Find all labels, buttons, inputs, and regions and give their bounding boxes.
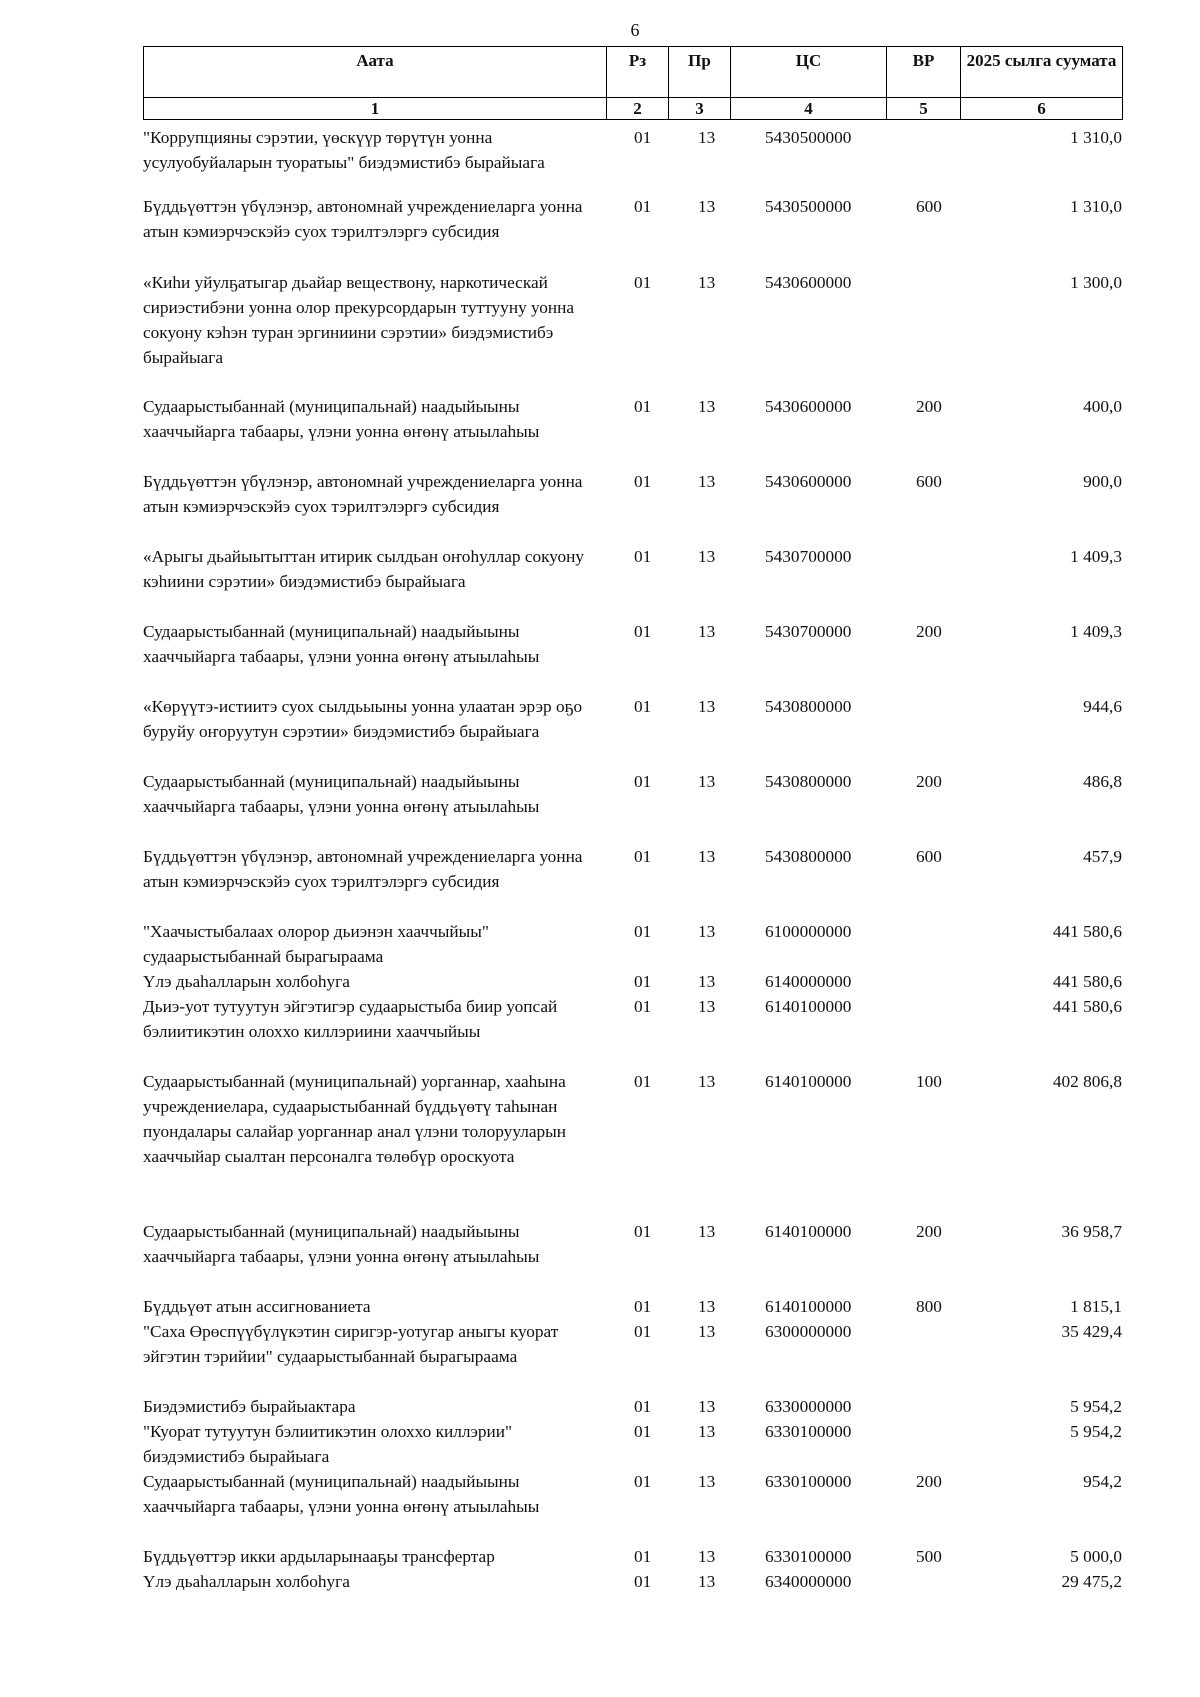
row-pr: 13 [698,1297,716,1316]
row-vr: 600 [916,197,942,216]
row-vr: 200 [916,397,942,416]
row-rz: 01 [634,972,652,991]
row-cs: 5430700000 [765,547,852,566]
table-body [143,125,1122,1594]
row-cs: 5430800000 [765,772,852,791]
row-vr: 200 [916,622,942,641]
row-rz: 01 [634,1397,652,1416]
row-name: «Арыгы дьайыытыттан итирик сылдьан оҥоһуллар сокуону кэһиини сэрэтии» биэдэмистибэ бырайыага [143,547,585,591]
row-amount: 29 475,2 [1061,1572,1122,1591]
row-pr: 13 [698,697,716,716]
header-amount: 2025 сылга суумата [961,47,1123,98]
row-vr: 200 [916,1472,942,1491]
header-num-4: 4 [731,98,887,120]
row-rz: 01 [634,128,652,147]
row-amount: 441 580,6 [1052,997,1122,1016]
row-pr: 13 [698,1322,716,1341]
row-rz: 01 [634,1297,652,1316]
row-pr: 13 [698,1572,716,1591]
row-name: Биэдэмистибэ бырайыактара [143,1397,356,1416]
row-pr: 13 [698,547,716,566]
row-amount: 1 310,0 [1070,128,1122,147]
row-cs: 5430700000 [765,622,852,641]
row-cs: 6140100000 [765,1222,852,1241]
row-cs: 6140000000 [765,972,852,991]
row-pr: 13 [698,397,716,416]
row-amount: 1 300,0 [1070,273,1122,292]
row-amount: 36 958,7 [1061,1222,1122,1241]
row-vr: 600 [916,847,942,866]
row-pr: 13 [698,1547,716,1566]
row-amount: 457,9 [1083,847,1122,866]
row-rz: 01 [634,273,652,292]
header-num-6: 6 [961,98,1123,120]
row-cs: 5430600000 [765,273,852,292]
table-row [143,1069,1122,1219]
header-rz: Рз [607,47,669,98]
row-vr: 800 [916,1297,942,1316]
row-name: Судаарыстыбаннай (муниципальнай) наадыйыыны хааччыйарга табаары, үлэни уонна өҥөнү атыылаһыы [143,1222,540,1266]
table-row [143,1469,1122,1544]
header-name: Аата [144,47,607,98]
row-name: Бүддьүөттэн үбүлэнэр, автономнай учреждениеларга уонна атын кэмиэрчэскэйэ суох тэрилтэлэргэ субсидия [143,472,583,516]
table-header [143,46,1123,120]
row-rz: 01 [634,772,652,791]
row-amount: 944,6 [1083,697,1122,716]
row-name: Бүддьүөт атын ассигнованиета [143,1297,371,1316]
row-name: Бүддьүөттэр икки ардыларынааҕы трансфертар [143,1547,495,1566]
row-amount: 5 000,0 [1070,1547,1122,1566]
table-row [143,125,1122,194]
table-row [143,619,1122,694]
page-number: 6 [630,20,640,40]
header-vr: ВР [887,47,961,98]
table-row [143,844,1122,919]
row-vr: 600 [916,472,942,491]
row-rz: 01 [634,397,652,416]
row-vr: 500 [916,1547,942,1566]
row-pr: 13 [698,1222,716,1241]
table-row [143,969,1122,994]
row-name: Судаарыстыбаннай (муниципальнай) наадыйыыны хааччыйарга табаары, үлэни уонна өҥөнү атыылаһыы [143,622,540,666]
row-cs: 6330100000 [765,1547,852,1566]
table-row [143,694,1122,769]
row-amount: 954,2 [1083,1472,1122,1491]
row-name: "Коррупцияны сэрэтии, үөскүүр төрүтүн уонна усулуобуйаларын туоратыы" биэдэмистибэ бырайыага [143,128,545,172]
table-row [143,1294,1122,1319]
row-name: Судаарыстыбаннай (муниципальнай) наадыйыыны хааччыйарга табаары, үлэни уонна өҥөнү атыылаһыы [143,1472,540,1516]
row-rz: 01 [634,1547,652,1566]
row-name: Бүддьүөттэн үбүлэнэр, автономнай учреждениеларга уонна атын кэмиэрчэскэйэ суох тэрилтэлэргэ субсидия [143,847,583,891]
row-amount: 35 429,4 [1061,1322,1122,1341]
table-row [143,919,1122,969]
table-row [143,1419,1122,1469]
row-rz: 01 [634,1072,652,1091]
row-cs: 6300000000 [765,1322,852,1341]
table-row [143,769,1122,844]
header-pr: Пр [669,47,731,98]
row-rz: 01 [634,1472,652,1491]
row-pr: 13 [698,847,716,866]
row-name: Судаарыстыбаннай (муниципальнай) уорганнар, хааһына учреждениелара, судаарыстыбаннай бүддьүөтү таһынан пуондалары салайар уорганнар анал үлэни толорууларын хааччыйар сыалтан персоналга төлөбүр ороскуота [143,1072,566,1166]
table-row [143,469,1122,544]
row-pr: 13 [698,922,716,941]
row-name: Дьиэ-уот тутуутун эйгэтигэр судаарыстыба биир уопсай бэлиитикэтин олоххо киллэриини хааччыйыы [143,997,558,1041]
row-pr: 13 [698,1422,716,1441]
row-name: Үлэ дьаһалларын холбоһуга [143,1572,350,1591]
row-amount: 5 954,2 [1070,1397,1122,1416]
row-amount: 486,8 [1083,772,1122,791]
row-amount: 1 310,0 [1070,197,1122,216]
row-pr: 13 [698,472,716,491]
row-rz: 01 [634,1572,652,1591]
row-pr: 13 [698,772,716,791]
row-name: "Саха Өрөспүүбүлүкэтин сиригэр-уотугар аныгы куорат эйгэтин тэрийии" судаарыстыбаннай бырагыраама [143,1322,559,1366]
row-vr: 200 [916,1222,942,1241]
row-pr: 13 [698,622,716,641]
row-cs: 6140100000 [765,1297,852,1316]
row-rz: 01 [634,1222,652,1241]
row-amount: 900,0 [1083,472,1122,491]
row-name: «Киһи уйулҕатыгар дьайар веществону, наркотическай сириэстибэни уонна олор прекурсордарын туттууну уонна сокуону кэһэн туран эргиниини сэрэтии» биэдэмистибэ бырайыага [143,273,575,367]
row-pr: 13 [698,273,716,292]
row-rz: 01 [634,922,652,941]
row-rz: 01 [634,1422,652,1441]
row-rz: 01 [634,197,652,216]
header-num-5: 5 [887,98,961,120]
row-pr: 13 [698,972,716,991]
row-amount: 5 954,2 [1070,1422,1122,1441]
row-amount: 441 580,6 [1052,922,1122,941]
row-amount: 441 580,6 [1052,972,1122,991]
row-pr: 13 [698,1472,716,1491]
row-name: "Хаачыстыбалаах олорор дьиэнэн хааччыйыы" судаарыстыбаннай бырагыраама [143,922,489,966]
row-name: "Куорат тутуутун бэлиитикэтин олоххо киллэрии" биэдэмистибэ бырайыага [143,1422,513,1466]
row-rz: 01 [634,472,652,491]
row-pr: 13 [698,128,716,147]
row-amount: 400,0 [1083,397,1122,416]
row-name: Судаарыстыбаннай (муниципальнай) наадыйыыны хааччыйарга табаары, үлэни уонна өҥөнү атыылаһыы [143,772,540,816]
row-cs: 5430500000 [765,197,852,216]
row-vr: 200 [916,772,942,791]
row-cs: 6330000000 [765,1397,852,1416]
table-row [143,1394,1122,1419]
row-cs: 6140100000 [765,997,852,1016]
row-amount: 402 806,8 [1052,1072,1122,1091]
header-num-2: 2 [607,98,669,120]
row-name: «Көрүүтэ-истиитэ суох сылдьыыны уонна улаатан эрэр оҕо буруйу оҥоруутун сэрэтии» биэдэмистибэ бырайыага [143,697,583,741]
row-rz: 01 [634,622,652,641]
row-cs: 5430600000 [765,397,852,416]
table-row [143,1319,1122,1394]
table-row [143,270,1122,394]
table-row [143,1219,1122,1294]
row-name: Бүддьүөттэн үбүлэнэр, автономнай учреждениеларга уонна атын кэмиэрчэскэйэ суох тэрилтэлэргэ субсидия [143,197,583,241]
table-row [143,1569,1122,1594]
row-cs: 6140100000 [765,1072,852,1091]
header-cs: ЦС [731,47,887,98]
header-num-3: 3 [669,98,731,120]
row-amount: 1 815,1 [1070,1297,1122,1316]
header-num-1: 1 [144,98,607,120]
row-rz: 01 [634,547,652,566]
row-vr: 100 [916,1072,942,1091]
row-pr: 13 [698,197,716,216]
row-rz: 01 [634,697,652,716]
row-pr: 13 [698,997,716,1016]
row-name: Үлэ дьаһалларын холбоһуга [143,972,350,991]
table-row [143,1544,1122,1569]
table-row [143,994,1122,1069]
row-rz: 01 [634,997,652,1016]
row-amount: 1 409,3 [1070,547,1122,566]
table-row [143,194,1122,270]
row-cs: 5430600000 [765,472,852,491]
table-row [143,394,1122,469]
row-cs: 6330100000 [765,1472,852,1491]
row-cs: 5430800000 [765,697,852,716]
row-cs: 6330100000 [765,1422,852,1441]
row-amount: 1 409,3 [1070,622,1122,641]
row-rz: 01 [634,847,652,866]
row-cs: 6100000000 [765,922,852,941]
row-pr: 13 [698,1072,716,1091]
row-pr: 13 [698,1397,716,1416]
row-cs: 5430500000 [765,128,852,147]
row-rz: 01 [634,1322,652,1341]
row-cs: 5430800000 [765,847,852,866]
table-row [143,544,1122,619]
row-name: Судаарыстыбаннай (муниципальнай) наадыйыыны хааччыйарга табаары, үлэни уонна өҥөнү атыылаһыы [143,397,540,441]
row-cs: 6340000000 [765,1572,852,1591]
